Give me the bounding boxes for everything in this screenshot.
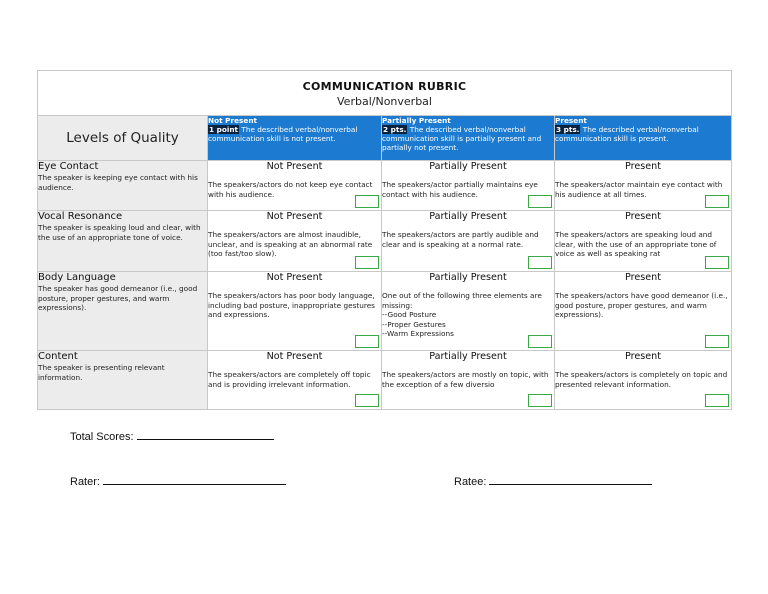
level-label: Present — [625, 351, 661, 362]
level-label: Present — [625, 272, 661, 283]
level-cell-not-present — [208, 211, 382, 272]
level-label: Not Present — [266, 272, 323, 283]
rubric-subtitle: Verbal/Nonverbal — [337, 95, 432, 108]
column-description: The described verbal/nonverbal communication skill is not present. — [208, 125, 358, 143]
header-row — [38, 116, 732, 161]
level-cell-not-present — [208, 351, 382, 410]
rater-label: Rater: — [70, 476, 100, 488]
points-badge: 1 point — [209, 125, 239, 134]
criterion-description: The speaker is keeping eye contact with his audience. — [38, 173, 198, 192]
ratee-field[interactable] — [489, 475, 652, 485]
title-cell — [38, 71, 732, 116]
level-label: Present — [625, 211, 661, 222]
criterion-row-eye-contact — [38, 161, 732, 211]
criterion-cell — [38, 211, 208, 272]
ratee-line — [454, 475, 652, 488]
criterion-description: The speaker is presenting relevant information. — [38, 363, 165, 382]
criterion-name: Eye Contact — [38, 161, 99, 172]
levels-heading-cell — [38, 116, 208, 161]
criterion-description: The speaker has good demeanor (i.e., good posture, proper gestures, and warm expressions). — [38, 284, 198, 313]
level-description: The speakers/actors are completely off topic and is providing irrelevant information. — [208, 370, 371, 389]
level-cell-partially-present — [382, 161, 555, 211]
rater-field[interactable] — [103, 475, 286, 485]
score-input-box[interactable] — [355, 195, 379, 208]
level-description: The speakers/actor partially maintains eye contact with his audience. — [382, 180, 538, 199]
level-cell-not-present — [208, 161, 382, 211]
criterion-name: Body Language — [38, 272, 116, 283]
level-label: Not Present — [266, 351, 323, 362]
score-input-box[interactable] — [355, 256, 379, 269]
points-badge: 2 pts. — [383, 125, 407, 134]
score-input-box[interactable] — [528, 335, 552, 348]
criterion-cell — [38, 351, 208, 410]
level-cell-present — [555, 161, 732, 211]
column-description: The described verbal/nonverbal communication skill is partially present and partially not present. — [382, 125, 542, 152]
level-cell-present — [555, 211, 732, 272]
points-badge: 3 pts. — [556, 125, 580, 134]
score-input-box[interactable] — [705, 394, 729, 407]
ratee-label: Ratee: — [454, 476, 487, 488]
rubric-title: COMMUNICATION RUBRIC — [302, 80, 467, 93]
level-label: Present — [625, 161, 661, 172]
level-description: The speakers/actors is completely on topic and presented relevant information. — [555, 370, 728, 389]
score-input-box[interactable] — [705, 335, 729, 348]
score-input-box[interactable] — [355, 335, 379, 348]
criterion-row-body-language — [38, 272, 732, 351]
levels-heading: Levels of Quality — [66, 130, 179, 146]
total-scores-line — [70, 430, 274, 443]
level-description: The speakers/actors are almost inaudible, unclear, and is speaking at an abnormal rate (too fast/too slow). — [208, 230, 373, 259]
level-description: One out of the following three elements are missing: --Good Posture --Proper Gestures --Warm Expressions — [382, 291, 542, 339]
score-input-box[interactable] — [705, 256, 729, 269]
score-input-box[interactable] — [355, 394, 379, 407]
rater-line — [70, 475, 286, 488]
level-label: Partially Present — [429, 272, 507, 283]
column-header-not-present — [208, 116, 382, 161]
level-label: Partially Present — [429, 351, 507, 362]
level-label: Partially Present — [429, 211, 507, 222]
level-cell-partially-present — [382, 272, 555, 351]
column-name: Partially Present — [382, 116, 451, 125]
level-description: The speakers/actors are speaking loud and clear, with the use of an appropriate tone of voice as well as speaking rat — [555, 230, 717, 259]
column-name: Present — [555, 116, 587, 125]
column-header-present — [555, 116, 732, 161]
total-scores-field[interactable] — [137, 430, 274, 440]
level-cell-partially-present — [382, 211, 555, 272]
level-label: Partially Present — [429, 161, 507, 172]
level-description: The speakers/actors are mostly on topic, with the exception of a few diversio — [382, 370, 549, 389]
criterion-cell — [38, 161, 208, 211]
level-description: The speakers/actors do not keep eye contact with his audience. — [208, 180, 373, 199]
criterion-cell — [38, 272, 208, 351]
score-input-box[interactable] — [528, 394, 552, 407]
level-cell-partially-present — [382, 351, 555, 410]
level-description: The speakers/actor maintain eye contact with his audience at all times. — [555, 180, 723, 199]
score-input-box[interactable] — [528, 256, 552, 269]
criterion-description: The speaker is speaking loud and clear, with the use of an appropriate tone of voice. — [38, 223, 201, 242]
column-header-partially-present — [382, 116, 555, 161]
level-description: The speakers/actors have good demeanor (i.e., good posture, proper gestures, and warm expressions). — [555, 291, 728, 320]
score-input-box[interactable] — [705, 195, 729, 208]
level-label: Not Present — [266, 161, 323, 172]
total-scores-label: Total Scores: — [70, 431, 134, 443]
level-cell-present — [555, 351, 732, 410]
level-cell-present — [555, 272, 732, 351]
column-name: Not Present — [208, 116, 258, 125]
level-description: The speakers/actors has poor body language, including bad posture, inappropriate gestures and expressions. — [208, 291, 375, 320]
criterion-name: Vocal Resonance — [38, 211, 123, 222]
criterion-name: Content — [38, 351, 78, 362]
column-description: The described verbal/nonverbal communication skill is present. — [555, 125, 699, 143]
level-label: Not Present — [266, 211, 323, 222]
rubric-table — [37, 70, 732, 410]
level-description: The speakers/actors are partly audible and clear and is speaking at a normal rate. — [382, 230, 539, 249]
score-input-box[interactable] — [528, 195, 552, 208]
criterion-row-content — [38, 351, 732, 410]
title-row — [38, 71, 732, 116]
criterion-row-vocal-resonance — [38, 211, 732, 272]
level-cell-not-present — [208, 272, 382, 351]
